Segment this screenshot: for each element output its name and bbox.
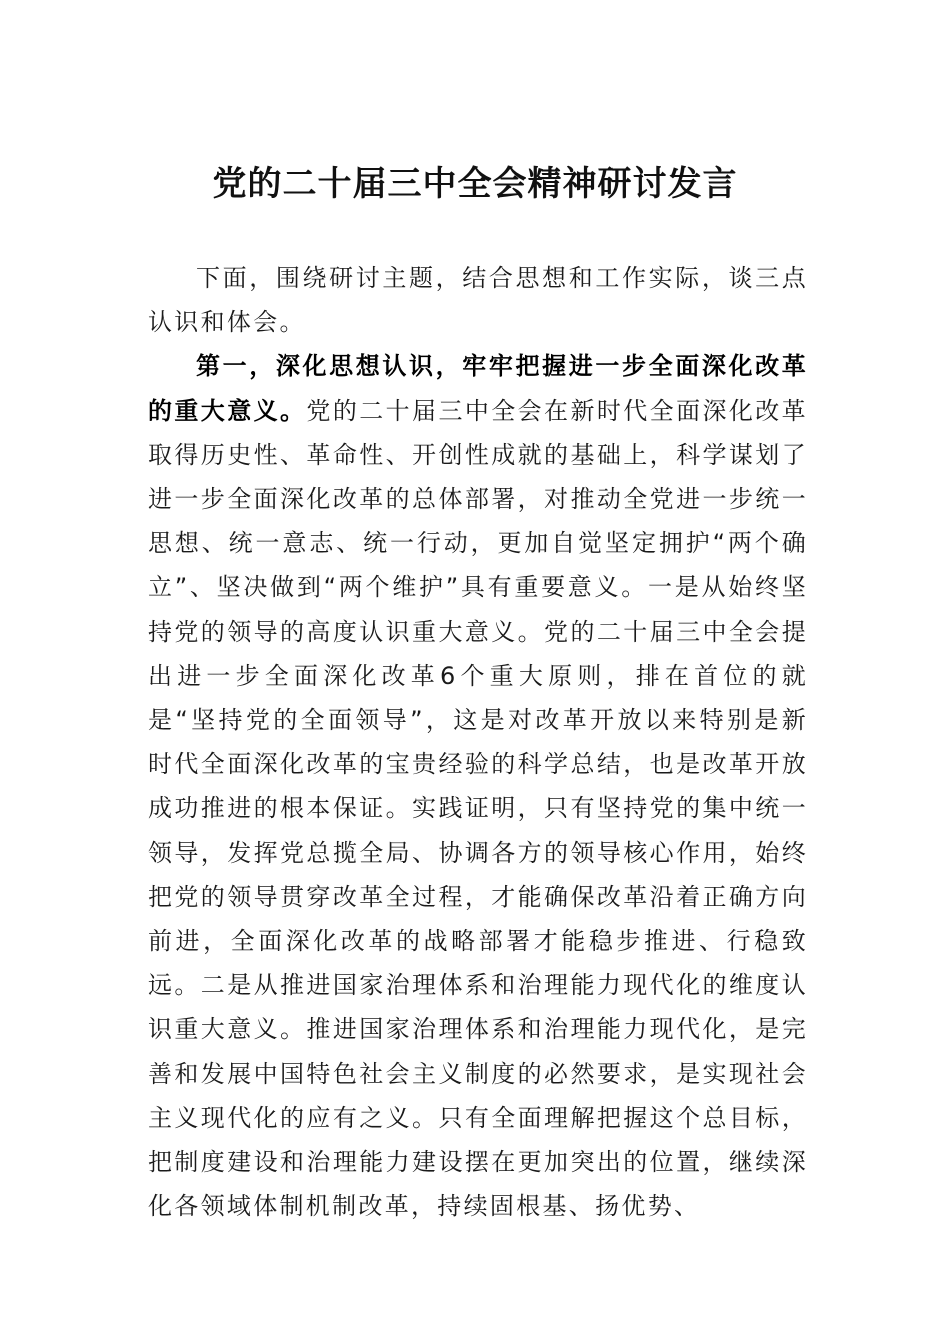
section-one-heading: 第一，深化思想认识，牢牢把握进一步全面深化改革的重大意义。 (148, 352, 808, 425)
section-one-paragraph (148, 344, 808, 1228)
document-title: 党的二十届三中全会精神研讨发言 (212, 164, 738, 204)
intro-paragraph: 下面，围绕研讨主题，结合思想和工作实际，谈三点认识和体会。 (148, 264, 808, 337)
document-body (148, 256, 808, 1228)
section-one-body: 党的二十届三中全会在新时代全面深化改革取得历史性、革命性、开创性成就的基础上，科学谋划了进一步全面深化改革的总体部署，对推动全党进一步统一思想、统一意志、统一行动，更加自觉坚定拥护“两个确立”、坚决做到“两个维护”具有重要意义。一是从始终坚持党的领导的高度认识重大意义。党的二十届三中全会提出进一步全面深化改革6个重大原则，排在首位的就是“坚持党的全面领导”，这是对改革开放以来特别是新时代全面深化改革的宝贵经验的科学总结，也是改革开放成功推进的根本保证。实践证明，只有坚持党的集中统一领导，发挥党总揽全局、协调各方的领导核心作用，始终把党的领导贯穿改革全过程，才能确保改革沿着正确方向前进，全面深化改革的战略部署才能稳步推进、行稳致远。二是从推进国家治理体系和治理能力现代化的维度认识重大意义。推进国家治理体系和治理能力现代化，是完善和发展中国特色社会主义制度的必然要求，是实现社会主义现代化的应有之义。只有全面理解把握这个总目标，把制度建设和治理能力建设摆在更加突出的位置，继续深化各领域体制机制改革，持续固根基、扬优势、 (148, 396, 808, 1221)
